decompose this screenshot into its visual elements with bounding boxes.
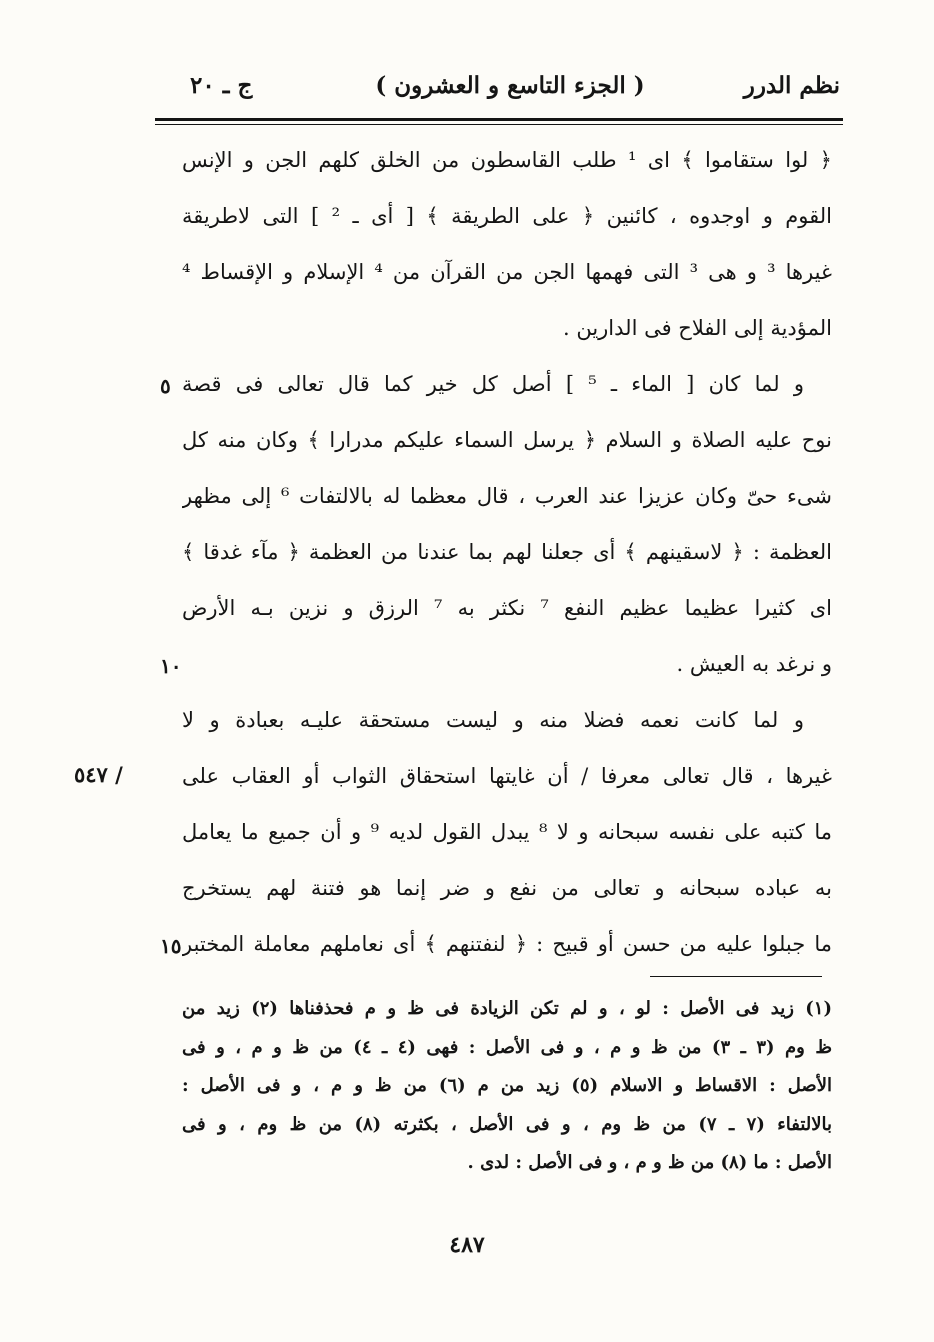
page-number: ٤٨٧ (449, 1232, 485, 1258)
text-line: العظمة : ﴿ لاسقينهم ﴾ أى جعلنا لهم بما عندنا من العظمة ﴿ مآء غدقا ﴾ (182, 540, 832, 564)
line-number-15: ١٥ (160, 934, 182, 958)
book-title: نظم الدرر (743, 72, 840, 99)
margin-page-reference: / ٥٤٧ (74, 762, 123, 787)
text-line: غيرها ³ و هى ³ التى فهمها الجن من القرآن من ⁴ الإسلام و الإقساط ⁴ (182, 260, 832, 284)
text-line: و لما كانت نعمه فضلا منه و ليست مستحقة عليـه بعبادة و لا (182, 708, 804, 732)
text-line: و نرغد به العيش . (676, 652, 832, 676)
text-line: ﴿ لوا ستقاموا ﴾ اى ¹ طلب القاسطون من الخلق كلهم الجن و الإنس (182, 148, 832, 172)
running-header (180, 72, 840, 112)
text-line: اى كثيرا عظيما عظيم النفع ⁷ نكثر به ⁷ الرزق و نزين بـه الأرض (182, 596, 832, 620)
text-line: به عباده سبحانه و تعالى من نفع و ضر إنما هو فتنة لهم يستخرج (182, 876, 832, 900)
text-line: نوح عليه الصلاة و السلام ﴿ يرسل السماء عليكم مدرارا ﴾ وكان منه كل (182, 428, 832, 452)
footnote-line: ظ وم (٣ ـ ٣) من ظ و م ، و فى الأصل : فهى (٤ ـ ٤) من ظ و م ، و فى (182, 1036, 832, 1058)
part-title: ( الجزء التاسع و العشرون ) (375, 72, 645, 99)
footnotes (182, 990, 832, 1183)
footnote-line: الأصل : ما (٨) من ظ و م ، و فى الأصل : لدى . (467, 1152, 832, 1173)
text-line: غيرها ، قال تعالى معرفا / أن غايتها استحقاق الثواب أو العقاب على (182, 764, 832, 788)
header-rule-thick (155, 118, 843, 121)
text-line: ما كتبه على نفسه سبحانه و لا ⁸ يبدل القول لديه ⁹ و أن جميع ما يعامل (182, 820, 832, 844)
footnote-line: بالالتفاء (٧ ـ ٧) من ظ وم ، و فى الأصل ، بكثرته (٨) من ظ وم ، و فى (182, 1113, 832, 1135)
footnote-line: الأصل : الاقساط و الاسلام (٥) زيد من م (٦) من ظ و م ، و فى الأصل : (182, 1075, 832, 1096)
header-rule-thin (155, 124, 843, 125)
text-line: المؤدية إلى الفلاح فى الدارين . (562, 316, 832, 340)
text-line: شىء حىّ وكان عزيزا عند العرب ، قال معظما له بالالتفات ⁶ إلى مظهر (182, 484, 832, 508)
footnote-line: (١) زيد فى الأصل : لو ، و لم تكن الزيادة فى ظ و م فحذفناها (٢) زيد من (182, 998, 832, 1019)
line-number-10: ١٠ (160, 654, 182, 678)
main-text (182, 132, 832, 972)
line-number-5: ٥ (160, 374, 171, 398)
text-line: ما جبلوا عليه من حسن أو قبيح : ﴿ لنفتنهم ﴾ أى نعاملهم معاملة المختبر (182, 932, 832, 956)
footnote-separator (650, 976, 822, 977)
text-line: و لما كان [ الماء ـ ⁵ ] أصل كل خير كما قال تعالى فى قصة (182, 372, 804, 396)
text-line: القوم و اوجدوه ، كائنين ﴿ على الطريقة ﴾ [ أى ـ ² ] التى لاطريقة (182, 204, 832, 228)
volume-number: ج ـ ٢٠ (190, 72, 253, 99)
